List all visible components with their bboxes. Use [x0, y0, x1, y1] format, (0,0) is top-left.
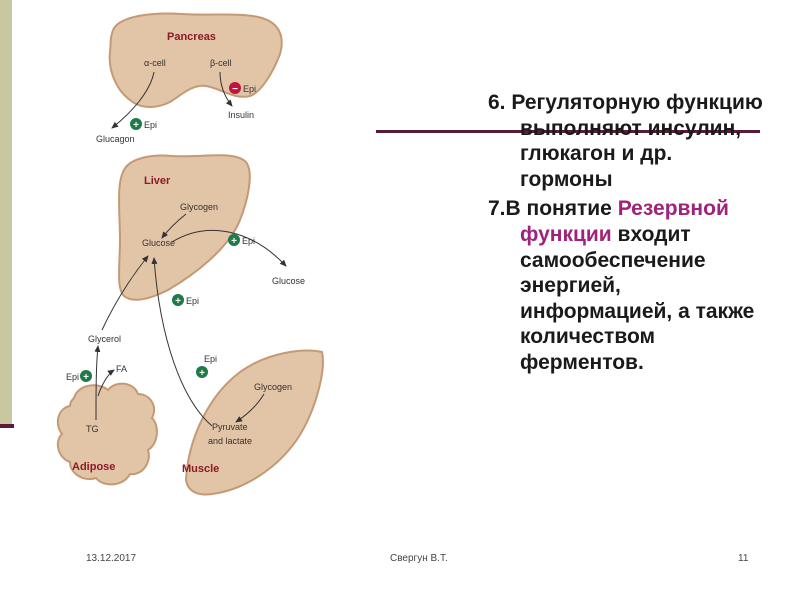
epi-label: Epi	[243, 84, 257, 94]
footer-date: 13.12.2017	[86, 553, 137, 564]
muscle-label: Muscle	[182, 463, 220, 475]
liver-label: Liver	[144, 175, 171, 187]
glucose-out-label: Glucose	[272, 276, 306, 286]
paragraph-7-pre: В понятие	[505, 197, 618, 221]
reserve-function-highlight: Резервной функции	[520, 197, 729, 246]
main-text	[478, 90, 768, 380]
pyruvate-label: Pyruvate	[212, 422, 248, 432]
paragraph-6-number: 6.	[488, 91, 506, 114]
pancreas-label: Pancreas	[167, 31, 216, 43]
paragraph-7	[478, 196, 768, 375]
epi-label: Epi	[66, 372, 80, 382]
plus-sign-text: +	[175, 296, 181, 307]
glucose-liver-label: Glucose	[142, 238, 176, 248]
paragraph-7-number: 7.	[488, 197, 506, 221]
hormone-regulation-diagram	[12, 0, 376, 508]
adipose-label: Adipose	[72, 461, 116, 473]
glycerol-label: Glycerol	[88, 334, 122, 344]
insulin-label: Insulin	[228, 110, 255, 120]
paragraph-6	[478, 90, 768, 192]
epi-label: Epi	[144, 120, 158, 130]
beta-cell-label: β-cell	[210, 58, 232, 68]
paragraph-7-post: входит самообеспечение энергией, информацией, а также количеством ферментов.	[520, 222, 755, 374]
plus-sign-text: +	[231, 236, 237, 247]
plus-sign-text: +	[83, 372, 89, 383]
tg-label: TG	[86, 424, 99, 434]
left-decor-band	[0, 0, 12, 425]
glucagon-label: Glucagon	[96, 134, 135, 144]
plus-sign-text: +	[199, 368, 205, 379]
paragraph-6-text: Регуляторную функцию выполняют инсулин, глюкагон и др. гормоны	[511, 91, 763, 191]
plus-sign-text: +	[133, 120, 139, 131]
glycogen-liver-label: Glycogen	[180, 202, 219, 212]
fa-label: FA	[116, 364, 128, 374]
epi-label: Epi	[204, 354, 218, 364]
slide-number: 11	[738, 553, 749, 564]
minus-sign-text: −	[232, 84, 238, 95]
liver-shape	[119, 155, 250, 300]
and-lactate-label: and lactate	[208, 436, 253, 446]
alpha-cell-label: α-cell	[144, 58, 166, 68]
epi-label: Epi	[186, 296, 200, 306]
footer-author: Свергун В.Т.	[390, 553, 448, 564]
epi-label: Epi	[242, 236, 256, 246]
glycogen-muscle-label: Glycogen	[254, 382, 293, 392]
